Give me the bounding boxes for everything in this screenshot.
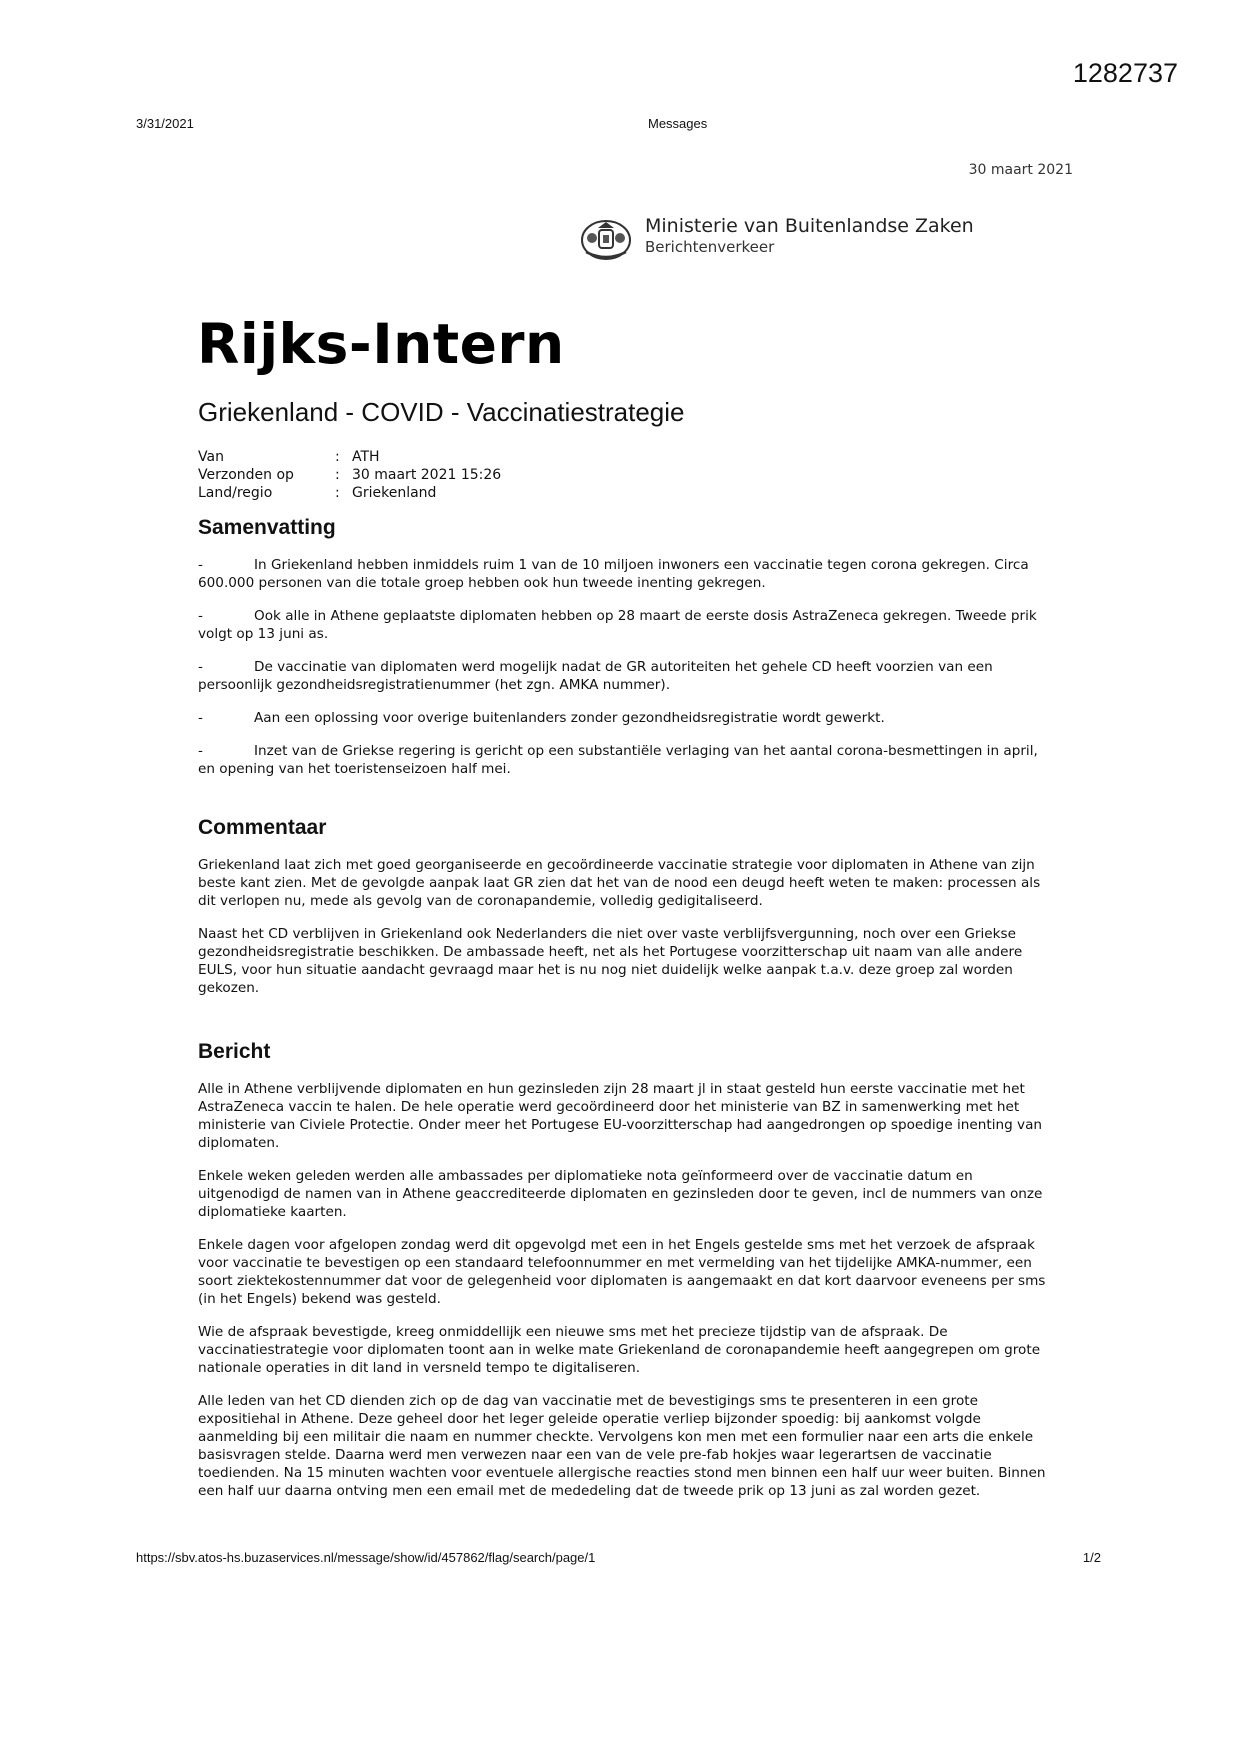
bullet-dash: - — [198, 743, 203, 759]
meta-value: 30 maart 2021 15:26 — [352, 467, 502, 483]
commentary-paragraph: Naast het CD verblijven in Griekenland ook Nederlanders die niet over vaste verblijfsvergunning, noch over een Griekse gezondheidsregistratie beschikken. De ambassade heeft, net als het Portugese voorzitterschap uit naam van alle andere EULS, voor hun situatie aandacht gevraagd maar het is nu nog niet duidelijk welke aanpak t.a.v. deze groep zal worden gekozen. — [198, 926, 1023, 996]
print-title: Messages — [648, 116, 708, 131]
bullet-text: Aan een oplossing voor overige buitenlanders zonder gezondheidsregistratie wordt gewerkt. — [254, 710, 885, 726]
summary-bullet — [198, 709, 1053, 727]
bullet-text: In Griekenland hebben inmiddels ruim 1 van de 10 miljoen inwoners een vaccinatie tegen corona gekregen. Circa 600.000 personen van die totale groep hebben ook hun tweede inenting gekregen. — [198, 557, 1029, 591]
message-heading: Bericht — [198, 1040, 271, 1063]
footer-url: https://sbv.atos-hs.buzaservices.nl/message/show/id/457862/flag/search/page/1 — [136, 1550, 596, 1565]
print-date: 3/31/2021 — [136, 116, 194, 131]
meta-row — [198, 466, 501, 484]
meta-row — [198, 484, 501, 502]
message-section — [198, 1040, 1053, 1515]
bullet-text: De vaccinatie van diplomaten werd mogelijk nadat de GR autoriteiten het gehele CD heeft voorzien van een persoonlijk gezondheidsregistratienummer (het zgn. AMKA nummer). — [198, 659, 993, 693]
document-number: 1282737 — [1072, 58, 1178, 88]
summary-bullet — [198, 607, 1053, 643]
summary-bullet — [198, 742, 1053, 778]
meta-value: Griekenland — [352, 485, 437, 501]
summary-bullet — [198, 658, 1053, 694]
meta-row — [198, 448, 501, 466]
meta-colon: : — [335, 485, 340, 501]
commentary-heading: Commentaar — [198, 816, 327, 839]
message-paragraph: Alle in Athene verblijvende diplomaten en hun gezinsleden zijn 28 maart jl in staat gesteld hun eerste vaccinatie met het AstraZeneca vaccin te halen. De hele operatie werd gecoördineerd door het ministerie van BZ in samenwerking met het ministerie van Civiele Protectie. Onder meer het Portugese EU-voorzitterschap had aangedrongen op spoedige inenting van diplomaten. — [198, 1081, 1043, 1151]
message-metadata — [198, 448, 501, 502]
classification-heading: Rijks-Intern — [197, 312, 565, 376]
summary-heading: Samenvatting — [198, 516, 336, 539]
ministry-name: Ministerie van Buitenlandse Zaken — [645, 215, 974, 237]
ministry-block — [645, 214, 974, 256]
message-paragraph: Alle leden van het CD dienden zich op de dag van vaccinatie met de bevestigings sms te presenteren in een grote expositiehal in Athene. Deze geheel door het leger geleide operatie verliep bijzonder spoedig: bij aankomst volgde aanmelding bij een militair die naam en nummer checkte. Vervolgens kon men met een formulier naar een arts die enkele basisvragen stelde. Daarna werd men verwezen naar een van de vele pre-fab hokjes waar legerartsen de vaccinatie toedienden. Na 15 minuten wachten voor eventuele allergische reacties stond men binnen een half uur weer buiten. Binnen een half uur daarna ontving men een email met de mededeling dat de tweede prik op 13 juni as zal worden gezet. — [198, 1393, 1046, 1499]
message-paragraph: Enkele dagen voor afgelopen zondag werd dit opgevolgd met een in het Engels gestelde sms met het verzoek de afspraak voor vaccinatie te bevestigen op een standaard telefoonnummer en met vermelding van het tijdelijke AMKA-nummer, een soort ziektekostennummer dat voor de gelegenheid voor diplomaten is aangemaakt en dat kort daarvoor eveneens per sms (in het Engels) bekend was gesteld. — [198, 1237, 1046, 1307]
summary-section — [198, 516, 1053, 793]
bullet-dash: - — [198, 710, 203, 726]
bullet-text: Inzet van de Griekse regering is gericht op een substantiële verlaging van het aantal corona-besmettingen in april, en opening van het toeristenseizoen half mei. — [198, 743, 1038, 777]
subject-title: Griekenland - COVID - Vaccinatiestrategie — [198, 397, 685, 427]
meta-key: Van — [198, 449, 224, 465]
meta-value: ATH — [352, 449, 380, 465]
page-number: 1/2 — [1082, 1550, 1101, 1565]
message-paragraph: Wie de afspraak bevestigde, kreeg onmiddellijk een nieuwe sms met het precieze tijdstip van de afspraak. De vaccinatiestrategie voor diplomaten toont aan in welke mate Griekenland de coronapandemie heeft aangegrepen om grote nationale operaties in dit land in versneld tempo te digitaliseren. — [198, 1324, 1041, 1376]
commentary-section — [198, 816, 1053, 1012]
bullet-dash: - — [198, 659, 203, 675]
ministry-subtitle: Berichtenverkeer — [645, 238, 775, 256]
bullet-text: Ook alle in Athene geplaatste diplomaten hebben op 28 maart de eerste dosis AstraZeneca gekregen. Tweede prik volgt op 13 juni as. — [198, 608, 1037, 642]
meta-colon: : — [335, 449, 340, 465]
bullet-dash: - — [198, 608, 203, 624]
message-date: 30 maart 2021 — [968, 162, 1073, 178]
summary-bullet — [198, 556, 1053, 592]
message-paragraph: Enkele weken geleden werden alle ambassades per diplomatieke nota geïnformeerd over de vaccinatie datum en uitgenodigd de namen van in Athene geaccrediteerde diplomaten en gezinsleden door te geven, incl de nummers van onze diplomatieke kaarten. — [198, 1168, 1043, 1220]
commentary-paragraph: Griekenland laat zich met goed georganiseerde en gecoördineerde vaccinatie strategie voor diplomaten in Athene van zijn beste kant zien. Met de gevolgde aanpak laat GR zien dat het van de nood een deugd heeft weten te maken: processen als dit verlopen nu, mede als gevolg van de coronapandemie, volledig gedigitaliseerd. — [198, 857, 1041, 909]
meta-key: Verzonden op — [198, 467, 294, 483]
coat-of-arms-icon — [580, 216, 632, 264]
bullet-dash: - — [198, 557, 203, 573]
meta-colon: : — [335, 467, 340, 483]
meta-key: Land/regio — [198, 485, 273, 501]
